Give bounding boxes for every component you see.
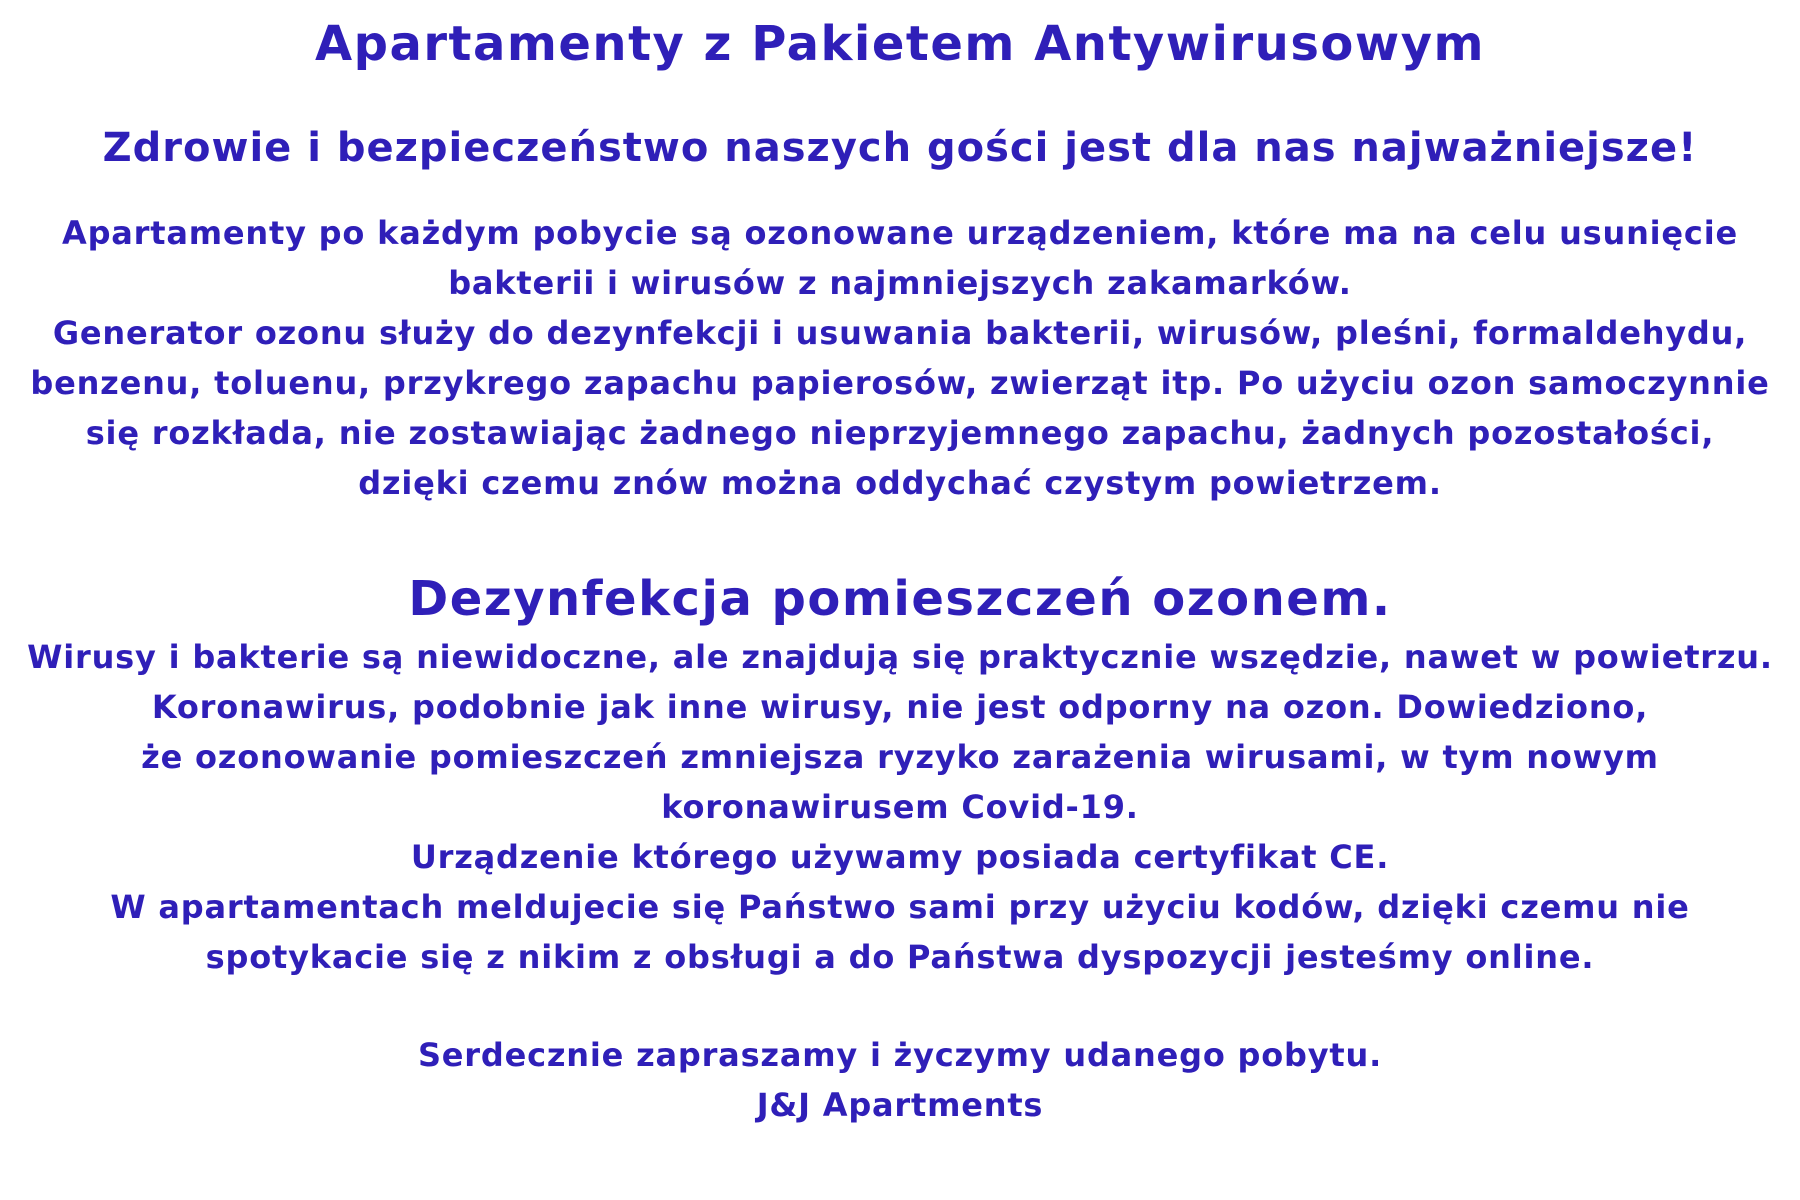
closing-line: Serdecznie zapraszamy i życzymy udanego pobytu. [417, 1036, 1383, 1074]
section-line: Koronawirus, podobnie jak inne wirusy, nie jest odporny na ozon. Dowiedziono, [151, 688, 1649, 726]
intro-line: Generator ozonu służy do dezynfekcji i usuwania bakterii, wirusów, pleśni, formaldehydu, [52, 314, 1748, 352]
section-paragraph [0, 632, 1800, 982]
section-line: spotykacie się z nikim z obsługi a do Państwa dyspozycji jesteśmy online. [205, 938, 1595, 976]
intro-line: benzenu, toluenu, przykrego zapachu papierosów, zwierząt itp. Po użyciu ozon samoczynnie [30, 364, 1770, 402]
section-line: W apartamentach meldujecie się Państwo sami przy użyciu kodów, dzięki czemu nie [110, 888, 1690, 926]
section-line: że ozonowanie pomieszczeń zmniejsza ryzyko zarażenia wirusami, w tym nowym [141, 738, 1659, 776]
intro-line: się rozkłada, nie zostawiając żadnego nieprzyjemnego zapachu, żadnych pozostałości, [85, 414, 1715, 452]
section-line: Urządzenie którego używamy posiada certyfikat CE. [410, 838, 1390, 876]
intro-paragraph [0, 208, 1800, 508]
page-title: Apartamenty z Pakietem Antywirusowym [314, 16, 1486, 72]
signature: J&J Apartments [756, 1086, 1044, 1124]
page-subtitle: Zdrowie i bezpieczeństwo naszych gości jest dla nas najważniejsze! [102, 125, 1698, 171]
intro-line: Apartamenty po każdym pobycie są ozonowane urządzeniem, które ma na celu usunięcie [62, 214, 1738, 252]
section-line: Wirusy i bakterie są niewidoczne, ale znajdują się praktycznie wszędzie, nawet w powietrzu. [27, 638, 1773, 676]
intro-line: bakterii i wirusów z najmniejszych zakamarków. [448, 264, 1352, 302]
closing-paragraph [0, 1030, 1800, 1130]
intro-line: dzięki czemu znów można oddychać czystym powietrzem. [358, 464, 1442, 502]
section-line: koronawirusem Covid-19. [661, 788, 1139, 826]
section-heading: Dezynfekcja pomieszczeń ozonem. [408, 571, 1392, 627]
